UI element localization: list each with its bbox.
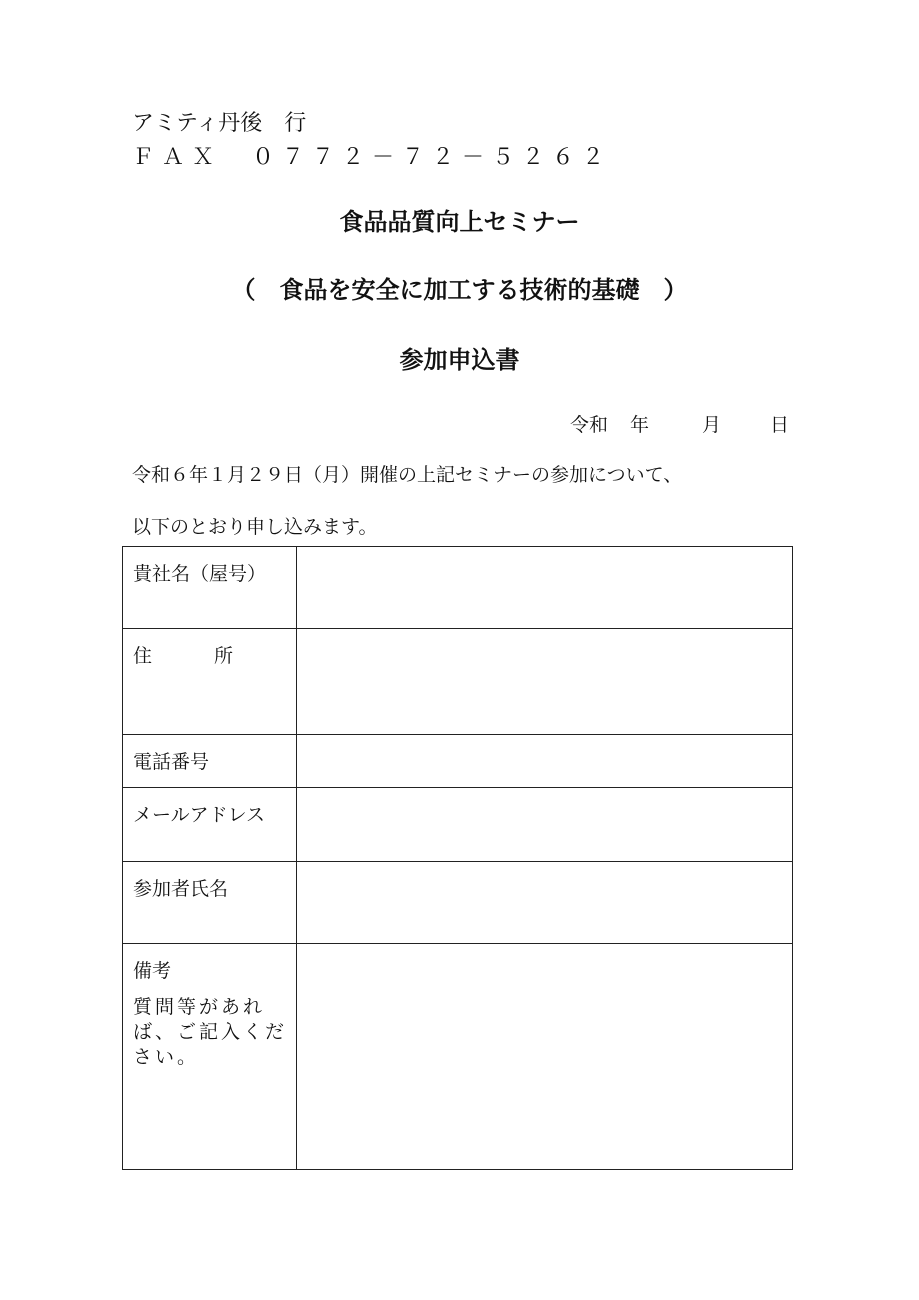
table-row-phone [123,735,793,788]
email-label: メールアドレス [123,788,297,862]
table-row-company [123,547,793,629]
phone-number-field[interactable] [297,735,793,788]
email-field[interactable] [297,788,793,862]
table-row-notes [123,944,793,1170]
form-title: 参加申込書 [399,346,520,374]
address-label: 住所 [133,645,296,667]
recipient-line: アミティ丹後 行 [132,111,307,136]
table-row-participant [123,862,793,944]
participant-name-field[interactable] [297,862,793,944]
intro-text-line-1: 令和６年１月２９日（月）開催の上記セミナーの参加について、 [132,464,683,486]
address-field[interactable] [297,629,793,735]
participant-name-label: 参加者氏名 [123,862,297,944]
table-row-email [123,788,793,862]
table-row-address [123,629,793,735]
date-year: 年 [630,414,650,436]
company-name-label: 貴社名（屋号） [123,547,297,629]
notes-field[interactable] [297,944,793,1170]
date-era: 令和 [570,414,609,436]
application-form-table [122,546,793,1170]
date-line [570,410,789,437]
intro-text-line-2: 以下のとおり申し込みます。 [132,516,378,538]
notes-hint: 質問等があれば、ご記入ください。 [133,996,288,1068]
date-day: 日 [770,414,790,436]
fax-number: ＦＡＸ ０７７２－７２－５２６２ [132,145,613,170]
notes-label: 備考 [133,960,172,982]
date-month: 月 [702,414,722,436]
company-name-field[interactable] [297,547,793,629]
seminar-title: 食品品質向上セミナー [339,208,580,236]
seminar-subtitle: （ 食品を安全に加工する技術的基礎 ） [231,276,688,304]
phone-number-label: 電話番号 [123,735,297,788]
